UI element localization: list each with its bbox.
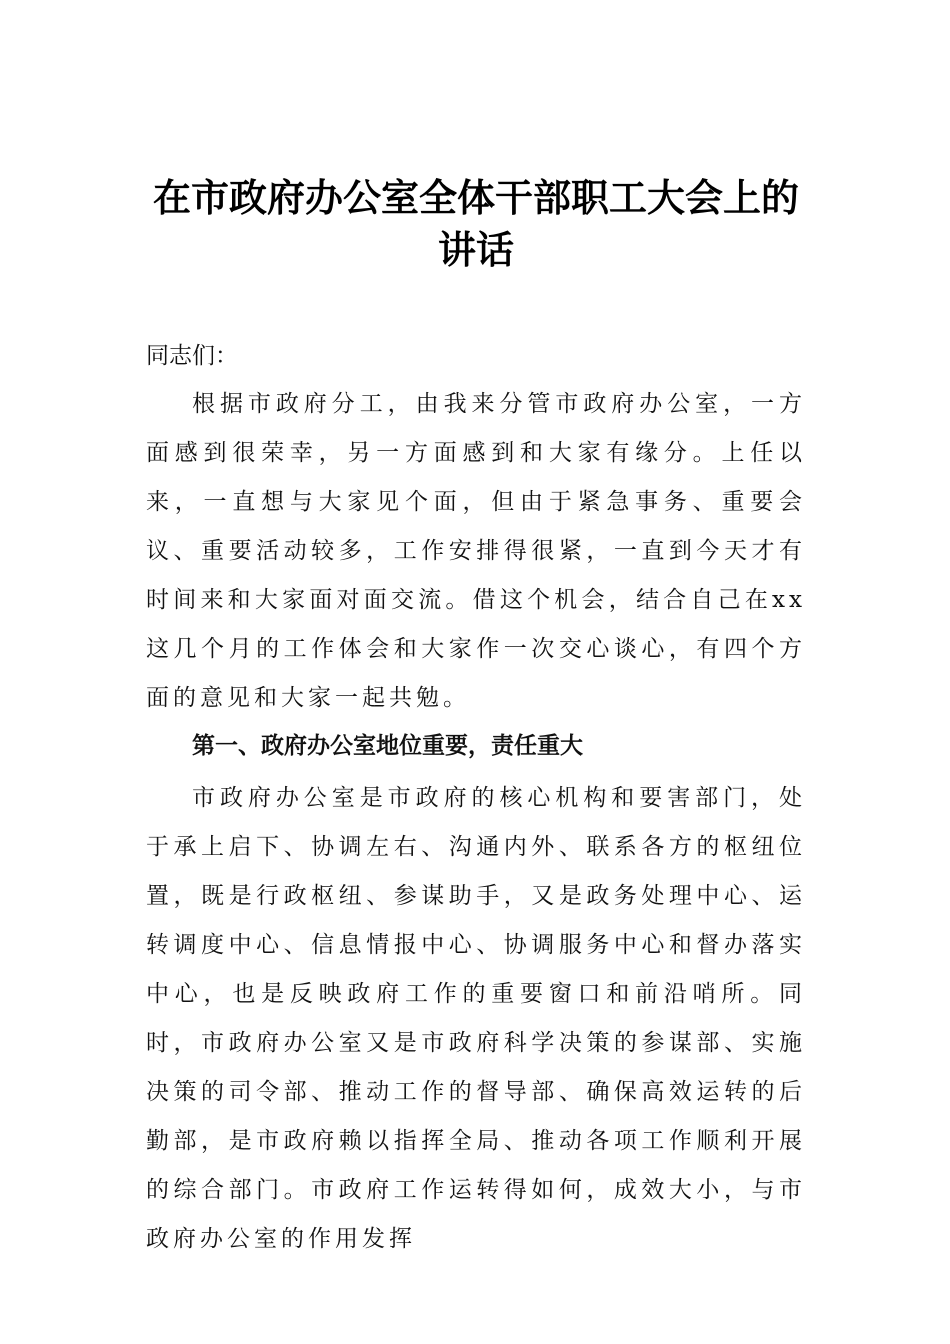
paragraph-intro: 根据市政府分工，由我来分管市政府办公室，一方面感到很荣幸，另一方面感到和大家有缘分。上任以来，一直想与大家见个面，但由于紧急事务、重要会议、重要活动较多，工作安排得很紧，一直到今天才有时间来和大家面对面交流。借这个机会，结合自己在xx这几个月的工作体会和大家作一次交心谈心，有四个方面的意见和大家一起共勉。 — [146, 391, 806, 711]
salutation: 同志们： — [146, 343, 238, 369]
paragraph-section-one: 市政府办公室是市政府的核心机构和要害部门，处于承上启下、协调左右、沟通内外、联系各方的枢纽位置，既是行政枢纽、参谋助手，又是政务处理中心、运转调度中心、信息情报中心、协调服务中心和督办落实中心，也是反映政府工作的重要窗口和前沿哨所。同时，市政府办公室又是市政府科学决策的参谋部、实施决策的司令部、推动工作的督导部、确保高效运转的后勤部，是市政府赖以指挥全局、推动各项工作顺利开展的综合部门。市政府工作运转得如何，成效大小，与市政府办公室的作用发挥 — [146, 785, 806, 1252]
document-title: 在市政府办公室全体干部职工大会上的讲话 — [152, 175, 799, 272]
section-heading: 第一、政府办公室地位重要，责任重大 — [192, 733, 583, 759]
